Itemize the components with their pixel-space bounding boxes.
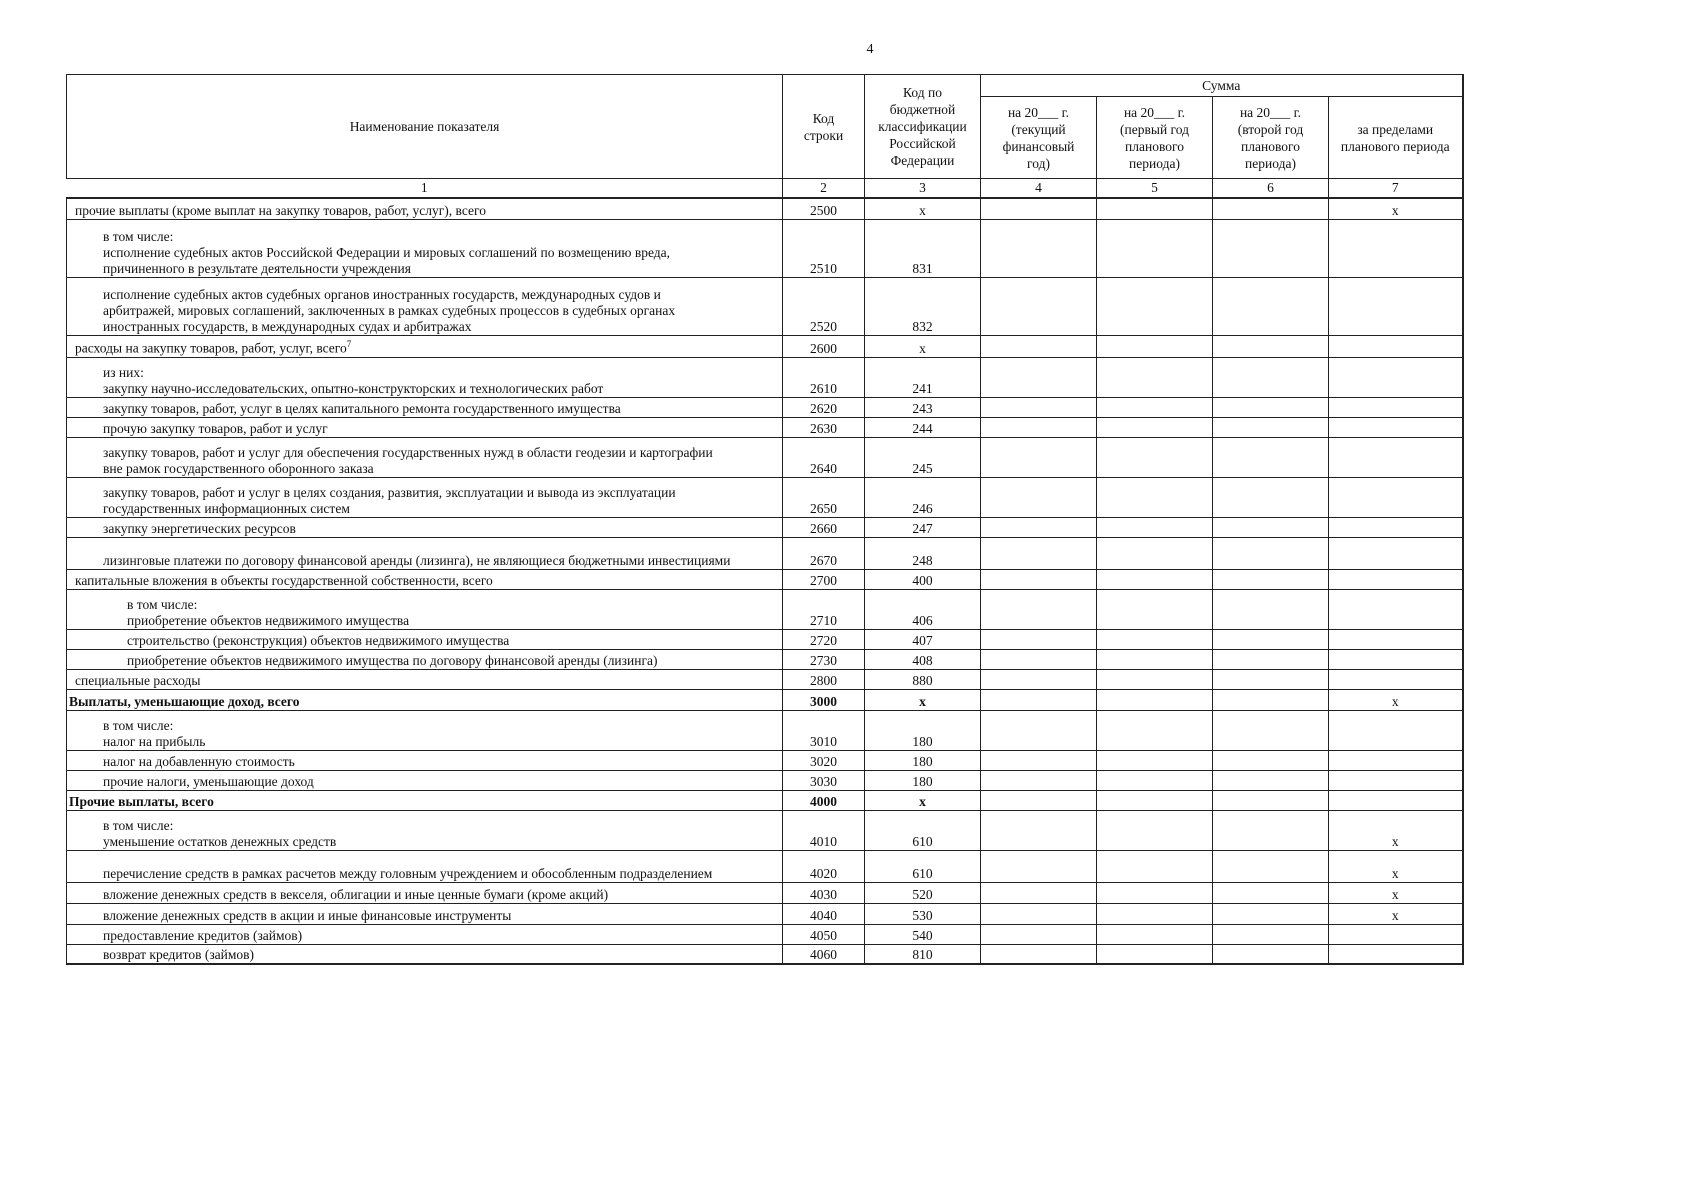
sum-cell[interactable]	[981, 903, 1097, 924]
page-number: 4	[866, 42, 874, 57]
row-code: 4000	[783, 790, 865, 810]
sum-cell-beyond-plan[interactable]	[1329, 589, 1463, 629]
table-row	[67, 669, 1463, 689]
row-name-line: прочую закупку товаров, работ и услуг	[103, 420, 328, 436]
header-name: Наименование показателя	[67, 75, 783, 179]
row-kbk: 180	[865, 750, 981, 770]
sum-cell[interactable]	[981, 397, 1097, 417]
row-name-line: исполнение судебных актов Российской Федерации и мировых соглашений по возмещению вреда,	[103, 245, 670, 260]
row-name-line: в том числе:	[103, 817, 174, 833]
row-name	[67, 589, 783, 629]
row-name	[67, 903, 783, 924]
row-kbk: 400	[865, 569, 981, 589]
row-code: 2730	[783, 649, 865, 669]
sum-cell[interactable]	[981, 810, 1097, 850]
row-name-line: прочие выплаты (кроме выплат на закупку товаров, работ, услуг), всего	[75, 203, 486, 218]
sum-cell[interactable]	[1213, 537, 1329, 569]
row-kbk: 880	[865, 669, 981, 689]
row-code: 2630	[783, 417, 865, 437]
sum-cell[interactable]	[981, 924, 1097, 944]
sum-cell[interactable]	[1213, 770, 1329, 790]
table-row	[67, 649, 1463, 669]
row-name-line: вне рамок государственного оборонного заказа	[103, 460, 374, 476]
sum-cell[interactable]	[1097, 710, 1213, 750]
sum-cell[interactable]	[1097, 517, 1213, 537]
sum-cell[interactable]	[1097, 278, 1213, 336]
sum-cell[interactable]	[981, 882, 1097, 903]
sum-cell[interactable]	[1213, 477, 1329, 517]
table-row	[67, 477, 1463, 517]
sum-cell[interactable]	[1097, 589, 1213, 629]
sum-cell[interactable]	[1213, 437, 1329, 477]
sum-cell[interactable]	[1213, 903, 1329, 924]
row-name	[67, 569, 783, 589]
row-name	[67, 669, 783, 689]
sum-cell-beyond-plan[interactable]	[1329, 669, 1463, 689]
table-row	[67, 689, 1463, 710]
sum-cell-beyond-plan[interactable]	[1329, 278, 1463, 336]
row-name	[67, 477, 783, 517]
row-name	[67, 944, 783, 964]
sum-cell[interactable]	[981, 750, 1097, 770]
sum-cell-beyond-plan[interactable]	[1329, 336, 1463, 358]
row-name	[67, 357, 783, 397]
row-name-line: расходы на закупку товаров, работ, услуг, всего$^7$	[75, 339, 352, 356]
row-kbk: 520	[865, 882, 981, 903]
table-row	[67, 589, 1463, 629]
row-name-line: причиненного в результате деятельности учреждения	[103, 261, 411, 276]
row-name-line: возврат кредитов (займов)	[103, 947, 255, 962]
sum-cell-beyond-plan[interactable]	[1329, 649, 1463, 669]
row-code: 2660	[783, 517, 865, 537]
sum-cell[interactable]	[1097, 629, 1213, 649]
column-number: 1	[67, 179, 783, 199]
sum-cell[interactable]	[981, 629, 1097, 649]
row-kbk: 540	[865, 924, 981, 944]
sum-cell[interactable]	[1097, 903, 1213, 924]
row-code: 2500	[783, 198, 865, 220]
table-row	[67, 903, 1463, 924]
row-name	[67, 770, 783, 790]
table-row	[67, 882, 1463, 903]
header-kbk: Код по бюджетной классификации Российской Федерации	[865, 75, 981, 179]
table-row	[67, 278, 1463, 336]
sum-cell-beyond-plan[interactable]	[1329, 417, 1463, 437]
sum-cell[interactable]	[1097, 397, 1213, 417]
row-name-line: закупку энергетических ресурсов	[103, 520, 296, 536]
sum-cell[interactable]	[1213, 750, 1329, 770]
sum-cell[interactable]	[981, 689, 1097, 710]
row-kbk: 831	[865, 220, 981, 278]
row-kbk: 180	[865, 770, 981, 790]
header-year-first: на 20___ г. (первый год планового периода)	[1097, 97, 1213, 179]
row-name	[67, 336, 783, 358]
table-row	[67, 357, 1463, 397]
sum-cell[interactable]	[1213, 417, 1329, 437]
row-kbk: 243	[865, 397, 981, 417]
row-name-line: уменьшение остатков денежных средств	[103, 833, 337, 849]
row-name	[67, 198, 783, 220]
row-kbk: х	[865, 689, 981, 710]
row-kbk: 810	[865, 944, 981, 964]
row-kbk: х	[865, 336, 981, 358]
row-name	[67, 278, 783, 336]
sum-cell[interactable]	[1213, 357, 1329, 397]
table-row	[67, 336, 1463, 358]
row-name-line: прочие налоги, уменьшающие доход	[103, 773, 314, 789]
footnote-marker: 7	[346, 339, 352, 349]
sum-cell[interactable]	[981, 944, 1097, 964]
row-name-line: в том числе:	[103, 717, 174, 733]
table-row	[67, 417, 1463, 437]
row-code: 4050	[783, 924, 865, 944]
row-name	[67, 649, 783, 669]
row-code: 2710	[783, 589, 865, 629]
row-code: 2670	[783, 537, 865, 569]
row-name-line: перечисление средств в рамках расчетов между головным учреждением и обособленным подразделением	[103, 865, 713, 881]
row-kbk: 241	[865, 357, 981, 397]
sum-cell[interactable]	[1097, 944, 1213, 964]
row-name-line: закупку научно-исследовательских, опытно-конструкторских и технологических работ	[103, 380, 604, 396]
sum-cell[interactable]	[1097, 689, 1213, 710]
row-kbk: х	[865, 198, 981, 220]
sum-cell-beyond-plan[interactable]	[1329, 537, 1463, 569]
sum-cell[interactable]	[1097, 850, 1213, 882]
row-name-line: налог на добавленную стоимость	[103, 753, 295, 769]
row-name	[67, 537, 783, 569]
table-row	[67, 850, 1463, 882]
sum-cell-beyond-plan: х	[1329, 850, 1463, 882]
row-code: 2620	[783, 397, 865, 417]
row-code: 4030	[783, 882, 865, 903]
row-code: 4020	[783, 850, 865, 882]
sum-cell[interactable]	[981, 278, 1097, 336]
row-kbk: 247	[865, 517, 981, 537]
sum-cell[interactable]	[981, 220, 1097, 278]
row-name	[67, 750, 783, 770]
sum-cell-beyond-plan[interactable]	[1329, 517, 1463, 537]
row-code: 3020	[783, 750, 865, 770]
sum-cell[interactable]	[1097, 537, 1213, 569]
table-row	[67, 198, 1463, 220]
row-kbk: 406	[865, 589, 981, 629]
column-numbers-row	[67, 179, 1463, 199]
row-kbk: 408	[865, 649, 981, 669]
row-name	[67, 689, 783, 710]
sum-cell[interactable]	[1213, 569, 1329, 589]
row-name-line: закупку товаров, работ и услуг в целях создания, развития, эксплуатации и вывода из эксплуатации	[103, 484, 676, 500]
row-name-line: закупку товаров, работ и услуг для обеспечения государственных нужд в области геодезии и картографии	[103, 444, 713, 460]
header-code: Код строки	[783, 75, 865, 179]
sum-cell[interactable]	[981, 417, 1097, 437]
column-number: 7	[1329, 179, 1463, 199]
sum-cell-beyond-plan[interactable]	[1329, 437, 1463, 477]
table-row	[67, 517, 1463, 537]
row-name-line: в том числе:	[103, 229, 174, 244]
row-code: 4010	[783, 810, 865, 850]
row-name	[67, 710, 783, 750]
row-name-line: специальные расходы	[75, 672, 201, 688]
row-name-line: арбитражей, мировых соглашений, заключенных в рамках судебных процессов в судебных органах	[103, 303, 676, 318]
row-name-line: закупку товаров, работ, услуг в целях капитального ремонта государственного имущества	[103, 400, 621, 416]
row-kbk: 610	[865, 850, 981, 882]
sum-cell[interactable]	[1097, 357, 1213, 397]
table-row	[67, 220, 1463, 278]
sum-cell[interactable]	[1213, 278, 1329, 336]
row-kbk: 530	[865, 903, 981, 924]
column-number: 2	[783, 179, 865, 199]
row-name-line: государственных информационных систем	[103, 500, 350, 516]
sum-cell[interactable]	[981, 198, 1097, 220]
row-code: 2520	[783, 278, 865, 336]
row-name	[67, 810, 783, 850]
sum-cell[interactable]	[1213, 850, 1329, 882]
row-name-line: иностранных государств, в международных судах и арбитражах	[103, 319, 472, 334]
sum-cell[interactable]	[981, 790, 1097, 810]
row-name-line: предоставление кредитов (займов)	[103, 927, 303, 943]
table-row	[67, 944, 1463, 964]
row-kbk: 832	[865, 278, 981, 336]
sum-cell-beyond-plan: х	[1329, 198, 1463, 220]
sum-cell[interactable]	[981, 477, 1097, 517]
row-code: 2650	[783, 477, 865, 517]
row-code: 3010	[783, 710, 865, 750]
table-row	[67, 710, 1463, 750]
row-name-line: приобретение объектов недвижимого имущества по договору финансовой аренды (лизинга)	[127, 652, 658, 668]
row-code: 2800	[783, 669, 865, 689]
row-kbk: 180	[865, 710, 981, 750]
sum-cell[interactable]	[1097, 790, 1213, 810]
sum-cell[interactable]	[1097, 336, 1213, 358]
sum-cell-beyond-plan[interactable]	[1329, 770, 1463, 790]
header-year-second: на 20___ г. (второй год планового периода)	[1213, 97, 1329, 179]
row-code: 2510	[783, 220, 865, 278]
table-body	[67, 198, 1463, 964]
sum-cell[interactable]	[981, 669, 1097, 689]
table-row	[67, 810, 1463, 850]
sum-cell[interactable]	[1213, 924, 1329, 944]
sum-cell[interactable]	[1213, 517, 1329, 537]
sum-cell[interactable]	[981, 517, 1097, 537]
sum-cell[interactable]	[981, 437, 1097, 477]
row-kbk: 246	[865, 477, 981, 517]
sum-cell-beyond-plan[interactable]	[1329, 944, 1463, 964]
sum-cell[interactable]	[1097, 649, 1213, 669]
sum-cell[interactable]	[1097, 924, 1213, 944]
sum-cell[interactable]	[981, 710, 1097, 750]
row-code: 2610	[783, 357, 865, 397]
row-name	[67, 517, 783, 537]
table-row	[67, 629, 1463, 649]
sum-cell[interactable]	[1213, 810, 1329, 850]
row-code: 3030	[783, 770, 865, 790]
sum-cell-beyond-plan[interactable]	[1329, 710, 1463, 750]
sum-cell-beyond-plan[interactable]	[1329, 569, 1463, 589]
sum-cell[interactable]	[981, 649, 1097, 669]
sum-cell-beyond-plan[interactable]	[1329, 629, 1463, 649]
sum-cell[interactable]	[1097, 810, 1213, 850]
sum-cell[interactable]	[1213, 336, 1329, 358]
budget-form-table	[66, 74, 1464, 965]
table-row	[67, 770, 1463, 790]
row-code: 4040	[783, 903, 865, 924]
sum-cell[interactable]	[1213, 882, 1329, 903]
sum-cell[interactable]	[1097, 669, 1213, 689]
row-name	[67, 924, 783, 944]
sum-cell[interactable]	[1097, 750, 1213, 770]
row-code: 2600	[783, 336, 865, 358]
row-name-line: налог на прибыль	[103, 733, 206, 749]
sum-cell[interactable]	[1213, 589, 1329, 629]
header-beyond-plan: за пределами планового периода	[1329, 97, 1463, 179]
sum-cell-beyond-plan: х	[1329, 882, 1463, 903]
sum-cell-beyond-plan[interactable]	[1329, 750, 1463, 770]
row-name-line: в том числе:	[127, 596, 198, 612]
sum-cell-beyond-plan[interactable]	[1329, 790, 1463, 810]
sum-cell[interactable]	[981, 569, 1097, 589]
sum-cell-beyond-plan[interactable]	[1329, 477, 1463, 517]
sum-cell-beyond-plan[interactable]	[1329, 357, 1463, 397]
table-row	[67, 790, 1463, 810]
row-kbk: 407	[865, 629, 981, 649]
row-name	[67, 790, 783, 810]
sum-cell[interactable]	[1097, 198, 1213, 220]
row-kbk: 244	[865, 417, 981, 437]
column-number: 4	[981, 179, 1097, 199]
sum-cell[interactable]	[1213, 397, 1329, 417]
row-code: 3000	[783, 689, 865, 710]
row-name	[67, 437, 783, 477]
row-name	[67, 397, 783, 417]
row-name-line: строительство (реконструкция) объектов недвижимого имущества	[127, 632, 510, 648]
table-row	[67, 537, 1463, 569]
sum-cell[interactable]	[1097, 437, 1213, 477]
sum-cell[interactable]	[1213, 710, 1329, 750]
row-name-line: Выплаты, уменьшающие доход, всего	[69, 693, 300, 709]
sum-cell[interactable]	[1097, 882, 1213, 903]
sum-cell[interactable]	[981, 589, 1097, 629]
row-name-line: приобретение объектов недвижимого имущества	[127, 612, 410, 628]
row-name-line: вложение денежных средств в акции и иные финансовые инструменты	[103, 907, 512, 923]
sum-cell-beyond-plan[interactable]	[1329, 220, 1463, 278]
row-kbk: х	[865, 790, 981, 810]
row-code: 2700	[783, 569, 865, 589]
row-code: 2640	[783, 437, 865, 477]
sum-cell[interactable]	[981, 537, 1097, 569]
column-number: 6	[1213, 179, 1329, 199]
row-kbk: 248	[865, 537, 981, 569]
sum-cell[interactable]	[981, 770, 1097, 790]
row-name-line: вложение денежных средств в векселя, облигации и иные ценные бумаги (кроме акций)	[103, 886, 609, 902]
sum-cell[interactable]	[1213, 944, 1329, 964]
sum-cell[interactable]	[1213, 790, 1329, 810]
sum-cell[interactable]	[1097, 477, 1213, 517]
sum-cell-beyond-plan: х	[1329, 810, 1463, 850]
sum-cell[interactable]	[1213, 669, 1329, 689]
column-number: 5	[1097, 179, 1213, 199]
row-name-line: исполнение судебных актов судебных органов иностранных государств, международных судов и	[103, 287, 661, 302]
row-name-line: лизинговые платежи по договору финансовой аренды (лизинга), не являющиеся бюджетными инвестициями	[103, 552, 731, 568]
sum-cell[interactable]	[1097, 220, 1213, 278]
sum-cell[interactable]	[1097, 417, 1213, 437]
table-row	[67, 569, 1463, 589]
sum-cell[interactable]	[1213, 649, 1329, 669]
sum-cell-beyond-plan[interactable]	[1329, 397, 1463, 417]
sum-cell[interactable]	[1213, 629, 1329, 649]
row-name	[67, 417, 783, 437]
sum-cell[interactable]	[1213, 220, 1329, 278]
header-year-current: на 20___ г. (текущий финансовый год)	[981, 97, 1097, 179]
row-name	[67, 850, 783, 882]
table-row	[67, 924, 1463, 944]
row-name	[67, 882, 783, 903]
sum-cell[interactable]	[1213, 198, 1329, 220]
sum-cell[interactable]	[1097, 569, 1213, 589]
sum-cell-beyond-plan: х	[1329, 689, 1463, 710]
sum-cell-beyond-plan: х	[1329, 903, 1463, 924]
column-number: 3	[865, 179, 981, 199]
sum-cell[interactable]	[981, 336, 1097, 358]
sum-cell[interactable]	[1213, 689, 1329, 710]
sum-cell[interactable]	[981, 850, 1097, 882]
sum-cell[interactable]	[1097, 770, 1213, 790]
sum-cell[interactable]	[981, 357, 1097, 397]
sum-cell-beyond-plan[interactable]	[1329, 924, 1463, 944]
table-row	[67, 437, 1463, 477]
row-code: 2720	[783, 629, 865, 649]
row-kbk: 245	[865, 437, 981, 477]
table-row	[67, 397, 1463, 417]
row-name-line: Прочие выплаты, всего	[69, 793, 214, 809]
row-name-line: из них:	[103, 364, 144, 380]
row-name-line: капитальные вложения в объекты государственной собственности, всего	[75, 572, 493, 588]
table-row	[67, 750, 1463, 770]
row-name	[67, 629, 783, 649]
header-sum: Сумма	[981, 75, 1463, 97]
row-code: 4060	[783, 944, 865, 964]
row-kbk: 610	[865, 810, 981, 850]
row-name	[67, 220, 783, 278]
